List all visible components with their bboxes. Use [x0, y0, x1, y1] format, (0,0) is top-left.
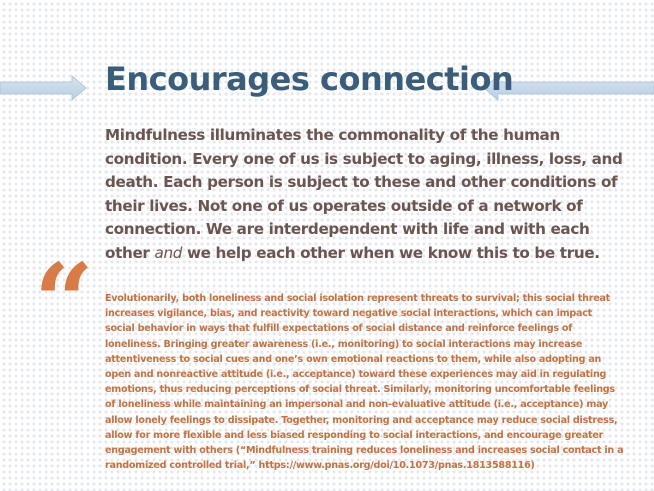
quote-line: allow lonely feelings to dissipate. Together, monitoring and acceptance may reduce social distress,: [105, 414, 618, 426]
body-line: their lives. Not one of us operates outside of a network of: [105, 196, 583, 215]
body-text-after: we help each other when we know this to be true.: [182, 243, 600, 262]
quote-line: Evolutionarily, both loneliness and social isolation represent threats to survival; this social threat: [105, 293, 611, 304]
quote-line: engagement with others (“Mindfulness training reduces loneliness and increases social contact in a: [105, 445, 624, 457]
quote-line: loneliness. Bringing greater awareness (i.e., monitoring) to social interactions may increase: [105, 338, 583, 350]
quote-mark-icon: “: [34, 240, 94, 363]
body-line-last: [105, 242, 625, 266]
body-emphasis: and: [154, 243, 183, 262]
quote-line: of loneliness while maintaining an impersonal and non-evaluative attitude (i.e., acceptance) may: [105, 399, 608, 411]
quote-line: open and nonreactive attitude (i.e., acceptance) toward these experiences may aid in regulating: [105, 369, 607, 381]
body-line: Mindfulness illuminates the commonality of the human: [105, 126, 560, 144]
slide-title: Encourages connection: [105, 60, 514, 98]
arrow-right-icon: [0, 74, 88, 102]
quote-paragraph: [105, 291, 625, 473]
body-text-before: other: [105, 243, 155, 262]
quote-line: allow for more flexible and less biased responding to social interactions, and encourage greater: [105, 429, 604, 441]
quote-line: attentiveness to social cues and one’s own emotional reactions to them, while also adopting an: [105, 353, 602, 365]
body-line: connection. We are interdependent with life and with each: [105, 220, 590, 238]
quote-line: social behavior in ways that fulfill expectations of social distance and reinforce feelings of: [105, 323, 573, 335]
body-paragraph: [105, 124, 625, 265]
quote-line-citation: randomized controlled trial,” https://www.pnas.org/doi/10.1073/pnas.1813588116): [105, 460, 535, 472]
quote-line: emotions, thus reducing perceptions of social threat. Similarly, monitoring uncomfortable feelings: [105, 384, 615, 396]
body-line: condition. Every one of us is subject to aging, illness, loss, and: [105, 149, 623, 168]
body-line: death. Each person is subject to these and other conditions of: [105, 173, 618, 191]
quote-line: increases vigilance, bias, and reactivity toward negative social interactions, which can impact: [105, 308, 592, 320]
